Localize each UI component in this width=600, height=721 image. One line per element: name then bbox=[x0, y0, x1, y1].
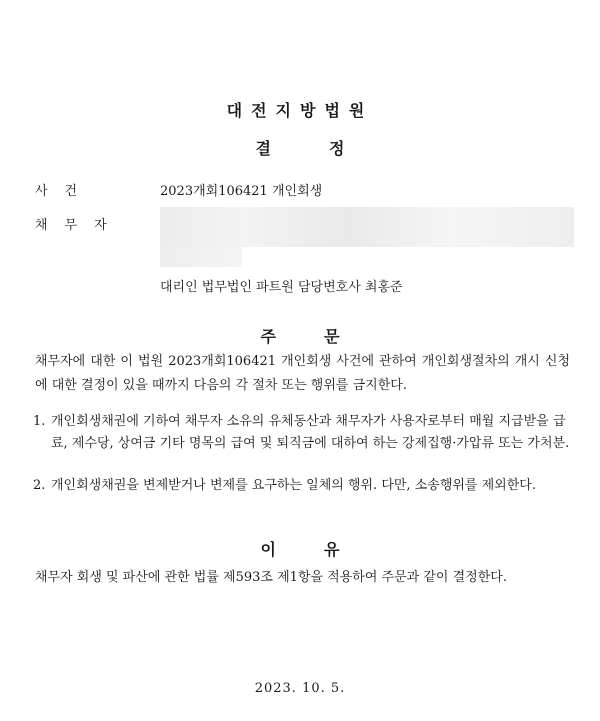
order-item-2-text: 개인회생채권을 변제받거나 변제를 요구하는 일체의 행위. 다만, 소송행위를 제외한다. bbox=[51, 478, 536, 493]
order-item-2 bbox=[33, 475, 570, 497]
order-heading: 주문 bbox=[260, 327, 388, 346]
debtor-label: 채무자 bbox=[35, 218, 124, 233]
order-item-2-number: 2. bbox=[33, 478, 46, 493]
order-item-1-text: 개인회생채권에 기하여 채무자 소유의 유체동산과 채무자가 사용자로부터 매월 지급받을 급료, 제수당, 상여금 기타 명목의 급여 및 퇴직금에 대하여 하는 강제집행·가압류 또는 가처분. bbox=[51, 414, 570, 451]
reason-heading: 이유 bbox=[260, 540, 388, 559]
order-item-1 bbox=[33, 411, 570, 455]
representative: 대리인 법무법인 파트원 담당변호사 최홍준 bbox=[160, 280, 403, 295]
redacted-debtor-info-tail bbox=[160, 247, 242, 267]
decision-date: 2023. 10. 5. bbox=[254, 681, 346, 696]
redacted-debtor-info bbox=[160, 207, 574, 247]
order-intro: 채무자에 대한 이 법원 2023개회106421 개인회생 사건에 관하여 개인회생절차의 개시 신청에 대한 결정이 있을 때까지 다음의 각 절차 또는 행위를 금지한다. bbox=[35, 354, 570, 393]
reason-text: 채무자 회생 및 파산에 관한 법률 제593조 제1항을 적용하여 주문과 같이 결정한다. bbox=[35, 570, 507, 585]
order-item-1-number: 1. bbox=[33, 414, 46, 429]
document-title: 결정 bbox=[255, 139, 403, 158]
court-name: 대전지방법원 bbox=[226, 101, 374, 120]
case-value: 2023개회106421 개인회생 bbox=[160, 184, 323, 199]
case-label: 사건 bbox=[35, 184, 95, 199]
